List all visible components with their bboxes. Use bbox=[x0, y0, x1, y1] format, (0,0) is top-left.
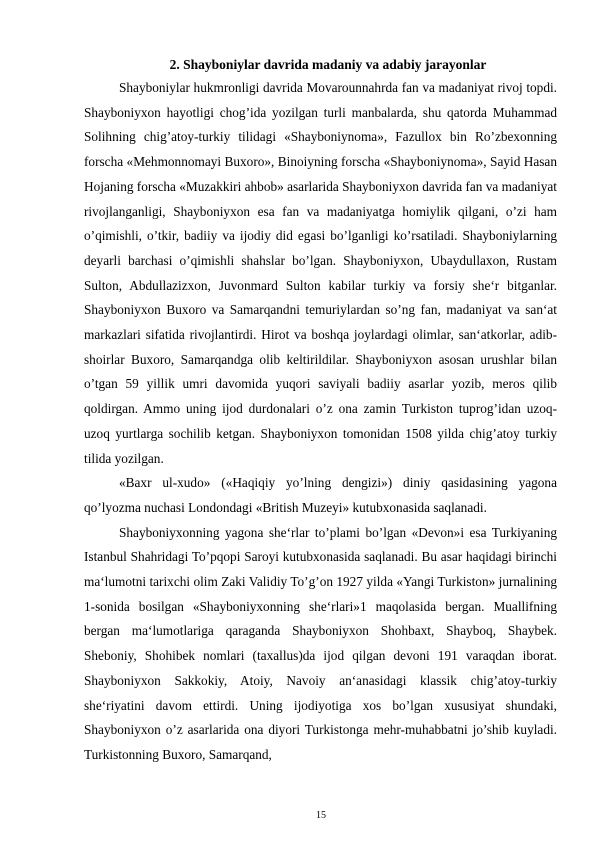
paragraph-1: Shayboniylar hukmronligi davrida Movarounnahrda fan va madaniyat rivoj topdi. Shayboniyxon hayotligi chog’ida yozilgan turli manbalarda, shu qatorda Muhammad Solihning chig’atoy-turkiy tilidagi «Shayboniynoma», Fazullox bin Ro’zbexonning forscha «Mehmonnomayi Buxoro», Binoiyning forscha «Shayboniynoma», Sayid Hasan Hojaning forscha «Muzakkiri ahbob» asarlarida Shayboniyxon davrida fan va madaniyat rivojlanganligi, Shayboniyxon esa fan va madaniyatga homiylik qilgani, o’zi ham o’qimishli, o’tkir, badiiy va ijodiy did egasi bo’lganligi ko’rsatiladi. Shayboniylarning deyarli barchasi o’qimishli shahslar bo’lgan. Shayboniyxon, Ubaydullaxon, Rustam Sulton, Abdullazizxon, Juvonmard Sulton kabilar turkiy va forsiy she‘r bitganlar. Shayboniyxon Buxoro va Samarqandni temuriylardan so’ng fan, madaniyat va san‘at markazlari sifatida rivojlantirdi. Hirot va boshqa joylardagi olimlar, san‘atkorlar, adib-shoirlar Buxoro, Samarqandga olib keltirildilar. Shayboniyxon asosan urushlar bilan o’tgan 59 yillik umri davomida yuqori saviyali badiiy asarlar yozib, meros qilib qoldirgan. Ammo uning ijod durdonalari o’z ona zamin Turkiston tuprog’idan uzoq-uzoq yurtlarga sochilib ketgan. Shayboniyxon tomonidan 1508 yilda chig’atoy turkiy tilida yozilgan. bbox=[84, 80, 558, 466]
paragraph-3: Shayboniyxonning yagona she‘rlar to’plami bo’lgan «Devon»i esa Turkiyaning Istanbul Shahridagi To’pqopi Saroyi kutubxonasida saqlanadi. Bu asar haqidagi birinchi ma‘lumotni tarixchi olim Zaki Validiy To’g’on 1927 yilda «Yangi Turkiston» jurnalining 1-sonida bosilgan «Shayboniyxonning she‘rlari»1 maqolasida bergan. Muallifning bergan ma‘lumotlariga qaraganda Shayboniyxon Shohbaxt, Shayboq, Shaybek. Sheboniy, Shohibek nomlari (taxallus)da ijod qilgan devoni 191 varaqdan iborat. Shayboniyxon Sakkokiy, Atoiy, Navoiy an‘anasidagi klassik chig’atoy-turkiy she‘riyatini davom ettirdi. Uning ijodiyotiga xos bo’lgan xususiyat shundaki, Shayboniyxon o’z asarlarida ona diyori Turkistonga mehr-muhabbatni jo’shib kuyladi. Turkistonning Buxoro, Samarqand, bbox=[84, 524, 557, 762]
page-number: 15 bbox=[316, 810, 326, 821]
body-text bbox=[84, 76, 557, 768]
paragraph-2: «Baxr ul-xudo» («Haqiqiy yo’lning dengizi») diniy qasidasining yagona qo’lyozma nuchasi Londondagi «British Muzeyi» kutubxonasida saqlanadi. bbox=[84, 475, 557, 515]
section-heading: 2. Shayboniylar davrida madaniy va adabiy jarayonlar bbox=[169, 57, 487, 72]
